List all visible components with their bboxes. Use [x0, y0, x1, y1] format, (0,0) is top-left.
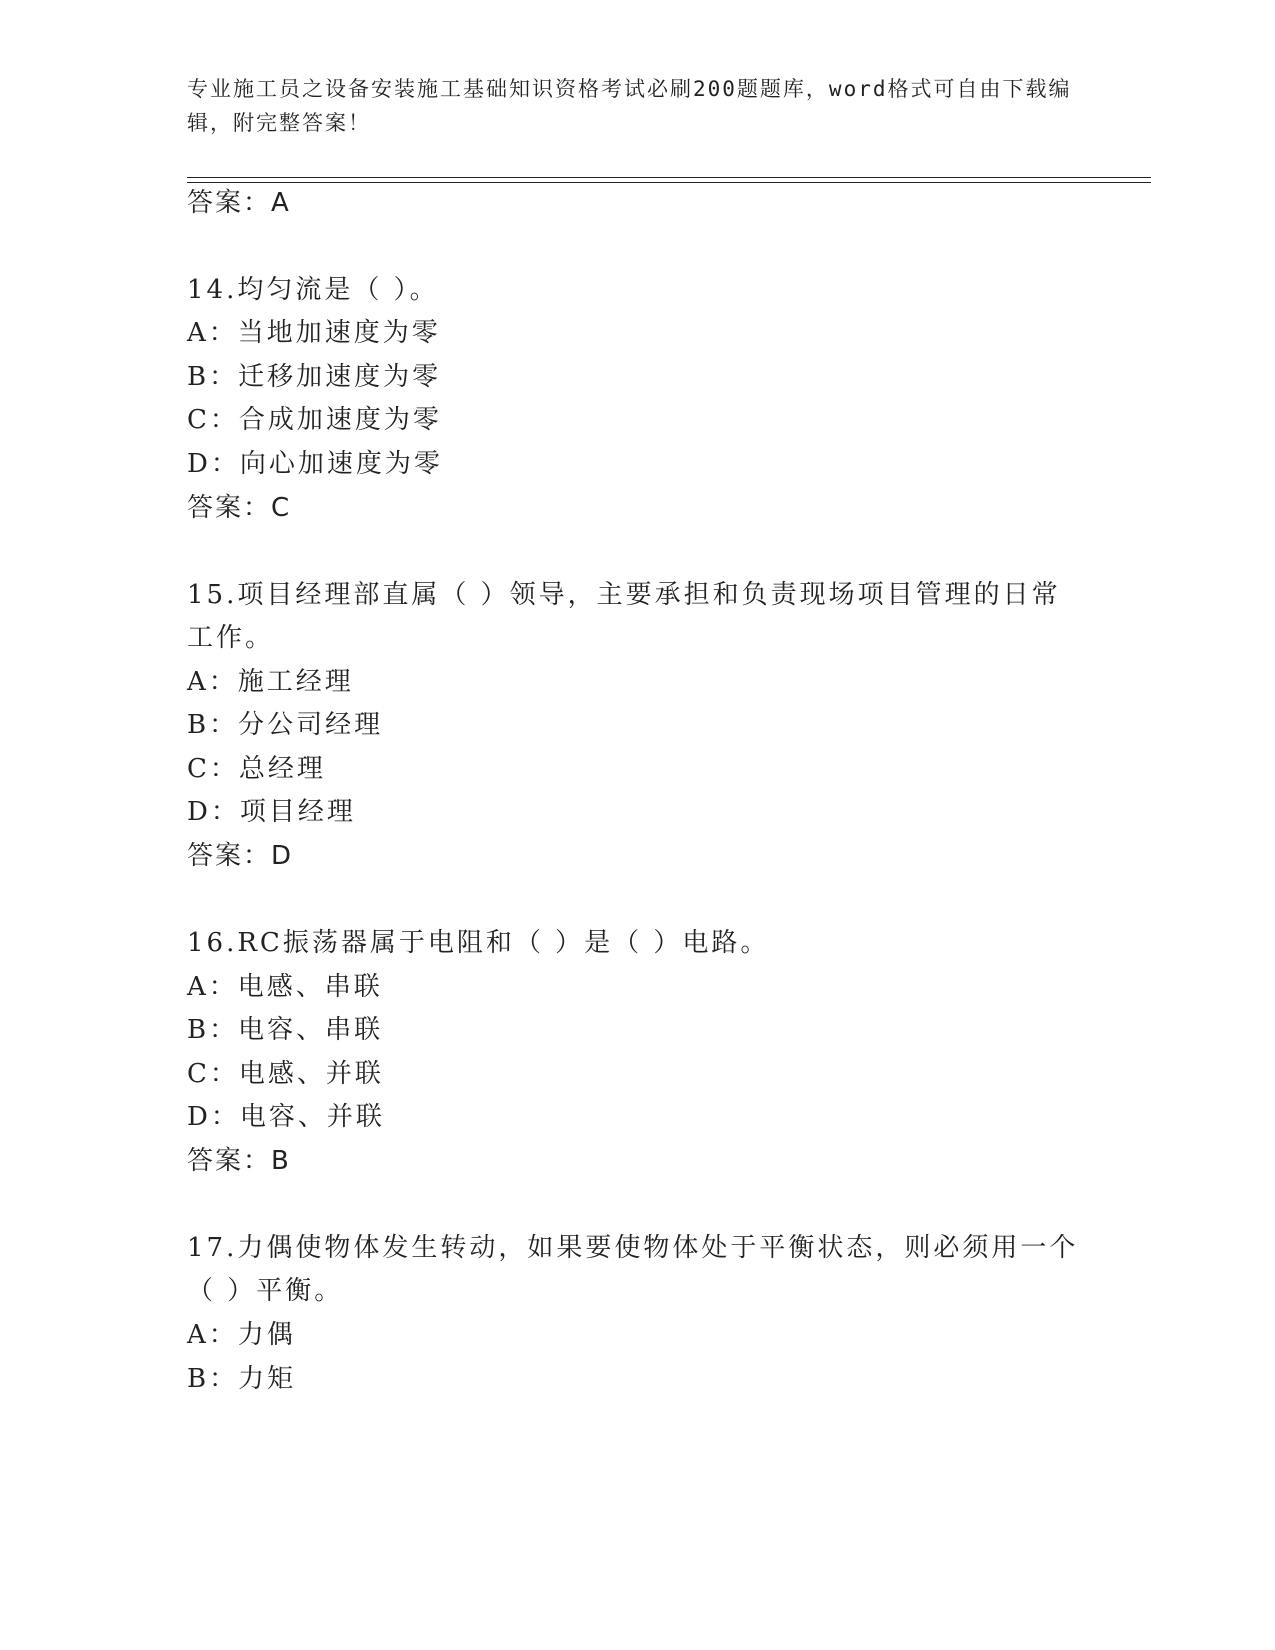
q15-option-c: C：总经理 [187, 754, 326, 784]
answer-16: 答案：B [187, 1146, 291, 1176]
q15-option-d: D：项目经理 [187, 797, 356, 827]
q14-option-c: C：合成加速度为零 [187, 405, 442, 435]
answer-15: 答案：D [187, 841, 294, 871]
q17-option-a: A：力偶 [187, 1320, 296, 1350]
q14-option-d: D：向心加速度为零 [187, 449, 443, 479]
q16-option-c: C：电感、并联 [187, 1059, 384, 1089]
question-17: 17.力偶使物体发生转动，如果要使物体处于平衡状态，则必须用一个 [187, 1233, 1079, 1263]
question-14: 14.均匀流是（ ）。 [187, 275, 439, 305]
document-header: 专业施工员之设备安装施工基础知识资格考试必刷200题题库，word格式可自由下载编辑，附完整答案！ [187, 77, 1072, 135]
q15-option-b: B：分公司经理 [187, 710, 384, 740]
answer-13: 答案：A [187, 188, 291, 218]
answer-14: 答案：C [187, 493, 292, 523]
question-16: 16.RC振荡器属于电阻和（ ）是（ ）电路。 [187, 928, 770, 958]
header-rule-bottom [187, 182, 1151, 183]
q17-option-b: B：力矩 [187, 1364, 297, 1394]
q14-option-a: A：当地加速度为零 [187, 318, 441, 348]
q16-option-b: B：电容、串联 [187, 1015, 384, 1045]
q15-option-a: A：施工经理 [187, 667, 354, 697]
question-17-cont: （ ）平衡。 [187, 1276, 344, 1306]
q16-option-a: A：电感、串联 [187, 972, 383, 1002]
q14-option-b: B：迁移加速度为零 [187, 362, 442, 392]
question-15-cont: 工作。 [187, 623, 275, 653]
q16-option-d: D：电容、并联 [187, 1102, 385, 1132]
header-rule-top [187, 177, 1151, 178]
question-15: 15.项目经理部直属（ ）领导，主要承担和负责现场项目管理的日常 [187, 580, 1061, 610]
